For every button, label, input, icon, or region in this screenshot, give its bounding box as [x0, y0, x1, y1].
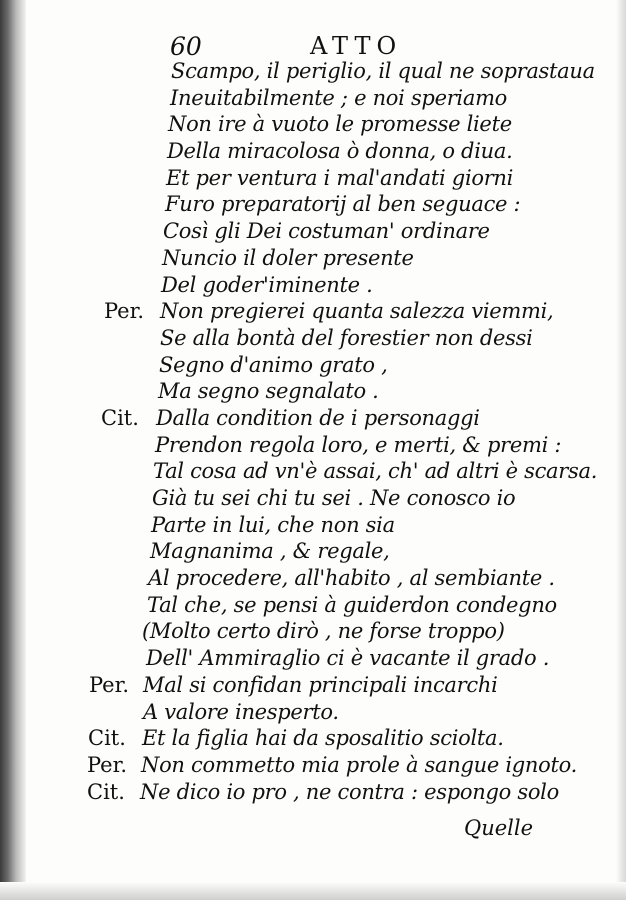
verse-text: Così gli Dei costuman' ordinare	[163, 219, 490, 244]
verse-line	[0, 512, 626, 539]
verse-line	[0, 618, 626, 645]
verse-line	[0, 752, 626, 779]
verse-text: Già tu sei chi tu sei . Ne conosco io	[152, 486, 516, 510]
verse-text: Parte in lui, che non sia	[151, 512, 395, 537]
page-header	[170, 26, 470, 62]
verse-text-block	[0, 58, 626, 805]
verse-text: Non commetto mia prole à sangue ignoto.	[141, 752, 577, 777]
verse-text: Nuncio il doler presente	[162, 245, 414, 270]
catchword: Quelle	[464, 816, 534, 840]
verse-line	[0, 725, 626, 752]
verse-text: Se alla bontà del forestier non dessi	[160, 325, 533, 350]
speaker-label: Per.	[104, 299, 145, 324]
verse-line	[0, 672, 626, 699]
verse-text: Magnanima , & regale,	[150, 539, 390, 564]
verse-line	[0, 592, 626, 619]
verse-text: Segno d'animo grato ,	[159, 352, 388, 377]
verse-line	[0, 645, 626, 672]
verse-line	[0, 352, 626, 379]
verse-text: A valore inesperto.	[143, 699, 339, 724]
verse-text: Ineuitabilmente ; e noi speriamo	[170, 85, 508, 110]
speaker-label: Per.	[89, 672, 130, 697]
verse-line	[0, 111, 626, 138]
verse-line	[0, 699, 626, 726]
verse-text: Del goder'iminente .	[161, 272, 373, 297]
speaker-label: Cit.	[87, 779, 125, 804]
verse-line	[0, 138, 626, 165]
verse-text: Della miracolosa ò donna, o diua.	[167, 139, 513, 164]
verse-line	[0, 58, 626, 85]
verse-text: Prendon regola loro, e merti, & premi :	[155, 432, 562, 457]
verse-text: Furo preparatorij al ben seguace :	[165, 192, 521, 217]
verse-text: Dell' Ammiraglio ci è vacante il grado .	[146, 646, 550, 671]
verse-line	[0, 218, 626, 245]
running-head: ATTO	[310, 32, 403, 60]
verse-text: Mal si confidan principali incarchi	[143, 672, 498, 697]
speaker-label: Cit.	[101, 405, 139, 430]
verse-text: Tal cosa ad vn'è assai, ch' ad altri è scarsa.	[153, 459, 598, 484]
verse-line	[0, 85, 626, 112]
page-edge-bottom	[0, 882, 626, 900]
verse-line	[0, 485, 626, 512]
verse-line	[0, 779, 626, 806]
verse-text: Al procedere, all'habito , al sembiante .	[148, 566, 555, 591]
verse-line	[0, 272, 626, 299]
speaker-label: Per.	[87, 752, 128, 777]
verse-line	[0, 565, 626, 592]
verse-text: Non pregierei quanta salezza viemmi,	[160, 299, 554, 324]
verse-text: Et per ventura i mal'andati giorni	[166, 165, 514, 190]
verse-line	[0, 298, 626, 325]
verse-line	[0, 378, 626, 405]
verse-text: Tal che, se pensi à guiderdon condegno	[147, 592, 557, 617]
verse-line	[0, 538, 626, 565]
verse-line	[0, 245, 626, 272]
verse-text: Et la figlia hai da sposalitio sciolta.	[142, 726, 504, 751]
verse-line	[0, 432, 626, 459]
verse-text: Scampo, il periglio, il qual ne soprastaua	[171, 59, 595, 83]
verse-text: (Molto certo dirò , ne forse troppo)	[142, 619, 505, 644]
verse-line	[0, 325, 626, 352]
verse-line	[0, 165, 626, 192]
verse-text: Ne dico io pro , ne contra : espongo solo	[140, 779, 559, 804]
verse-text: Non ire à vuoto le promesse liete	[168, 112, 512, 137]
verse-line	[0, 405, 626, 432]
verse-line	[0, 191, 626, 218]
page-number: 60	[170, 32, 202, 61]
verse-text: Dalla condition de i personaggi	[156, 405, 480, 430]
speaker-label: Cit.	[88, 726, 126, 751]
verse-line	[0, 458, 626, 485]
verse-text: Ma segno segnalato .	[158, 379, 379, 404]
